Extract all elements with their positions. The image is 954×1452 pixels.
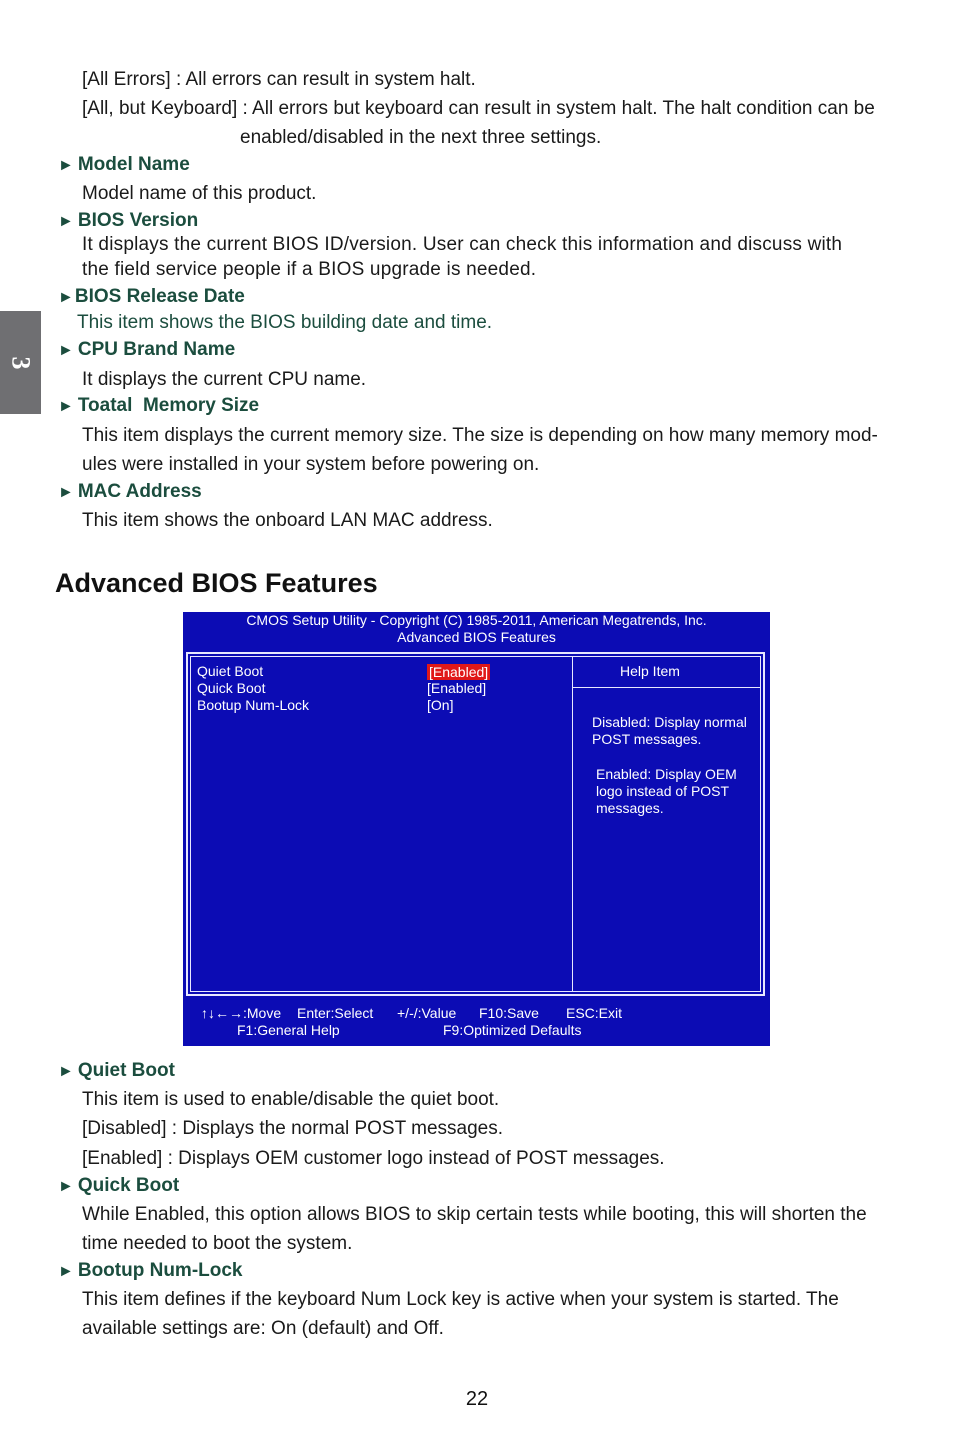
bios-key-defaults: F9:Optimized Defaults	[443, 1022, 582, 1038]
arrow-icon: ►	[58, 289, 74, 306]
chapter-tab	[0, 311, 41, 414]
all-but-keyboard-continued: enabled/disabled in the next three settings.	[240, 127, 602, 148]
bios-version-desc-1: It displays the current BIOS ID/version. User can check this information and discuss with	[82, 234, 843, 255]
arrow-icon: ►	[58, 484, 74, 501]
quiet-boot-desc-2: [Disabled] : Displays the normal POST messages.	[82, 1118, 503, 1139]
arrow-icon: ►	[58, 213, 74, 230]
arrow-icon: ►	[58, 342, 74, 359]
bios-key-value: +/-/:Value	[397, 1005, 457, 1021]
num-lock-desc-2: available settings are: On (default) and Off.	[82, 1318, 444, 1339]
quiet-boot-desc-3: [Enabled] : Displays OEM customer logo instead of POST messages.	[82, 1148, 665, 1169]
bios-help-disabled-2: POST messages.	[592, 731, 702, 747]
arrow-icon: ►	[58, 398, 74, 415]
section-title: Advanced BIOS Features	[55, 568, 378, 598]
all-errors-text: [All Errors] : All errors can result in system halt.	[82, 69, 476, 90]
arrow-icon: ►	[58, 1178, 74, 1195]
arrow-icon: ►	[58, 157, 74, 174]
bios-page-title: Advanced BIOS Features	[397, 629, 556, 645]
heading-bios-version: ► BIOS Version	[58, 210, 199, 231]
bios-version-desc-2: the field service people if a BIOS upgrade is needed.	[82, 259, 537, 280]
bios-key-help: F1:General Help	[237, 1022, 340, 1038]
cpu-brand-name-desc: It displays the current CPU name.	[82, 369, 367, 390]
bios-key-enter: Enter:Select	[297, 1005, 374, 1021]
chapter-number: 3	[6, 356, 36, 369]
bios-key-exit: ESC:Exit	[566, 1005, 623, 1021]
bios-screen	[183, 612, 770, 1046]
heading-bios-release-date: ►BIOS Release Date	[58, 286, 245, 307]
heading-quiet-boot: ► Quiet Boot	[58, 1060, 175, 1081]
bios-item-quick-boot[interactable]: Quick Boot	[197, 680, 266, 696]
arrow-icon: ►	[58, 1063, 74, 1080]
num-lock-desc-1: This item defines if the keyboard Num Lock key is active when your system is started. The	[82, 1289, 839, 1310]
quiet-boot-desc-1: This item is used to enable/disable the quiet boot.	[82, 1089, 500, 1110]
bios-release-date-desc: This item shows the BIOS building date and time.	[77, 312, 493, 333]
quick-boot-desc-1: While Enabled, this option allows BIOS to skip certain tests while booting, this will shorten the	[82, 1204, 867, 1225]
heading-mac-address: ► MAC Address	[58, 481, 202, 502]
all-but-keyboard-text: [All, but Keyboard] : All errors but keyboard can result in system halt. The halt condition can be	[82, 98, 875, 119]
bios-help-title: Help Item	[620, 663, 680, 679]
heading-model-name: ► Model Name	[58, 154, 190, 175]
page-number: 22	[465, 1388, 489, 1410]
bios-help-enabled-2: logo instead of POST	[596, 783, 730, 799]
bios-help-disabled-1: Disabled: Display normal	[592, 714, 747, 730]
model-name-desc: Model name of this product.	[82, 183, 317, 204]
memory-size-desc-1: This item displays the current memory size. The size is depending on how many memory mod-	[82, 425, 878, 446]
bios-help-enabled-1: Enabled: Display OEM	[596, 766, 737, 782]
memory-size-desc-2: ules were installed in your system before powering on.	[82, 454, 540, 475]
bios-value-bootup-num-lock[interactable]: [On]	[427, 697, 454, 713]
bios-key-save: F10:Save	[479, 1005, 539, 1021]
bios-divider	[572, 656, 573, 992]
bios-item-bootup-num-lock[interactable]: Bootup Num-Lock	[197, 697, 310, 713]
heading-total-memory-size: ► Toatal Memory Size	[58, 395, 260, 416]
bios-copyright-header: CMOS Setup Utility - Copyright (C) 1985-2011, American Megatrends, Inc.	[246, 612, 707, 628]
bios-item-quiet-boot[interactable]: Quiet Boot	[197, 663, 264, 679]
bios-help-enabled-3: messages.	[596, 800, 664, 816]
arrow-icon: ►	[58, 1263, 74, 1280]
bios-value-quiet-boot[interactable]: [Enabled]	[429, 664, 489, 680]
heading-bootup-num-lock: ► Bootup Num-Lock	[58, 1260, 243, 1281]
bios-key-move: ↑↓←→:Move	[201, 1005, 282, 1021]
heading-cpu-brand-name: ► CPU Brand Name	[58, 339, 236, 360]
quick-boot-desc-2: time needed to boot the system.	[82, 1233, 353, 1254]
mac-address-desc: This item shows the onboard LAN MAC address.	[82, 510, 493, 531]
bios-help-separator	[572, 687, 761, 688]
bios-value-quick-boot[interactable]: [Enabled]	[427, 680, 487, 696]
heading-quick-boot: ► Quick Boot	[58, 1175, 180, 1196]
